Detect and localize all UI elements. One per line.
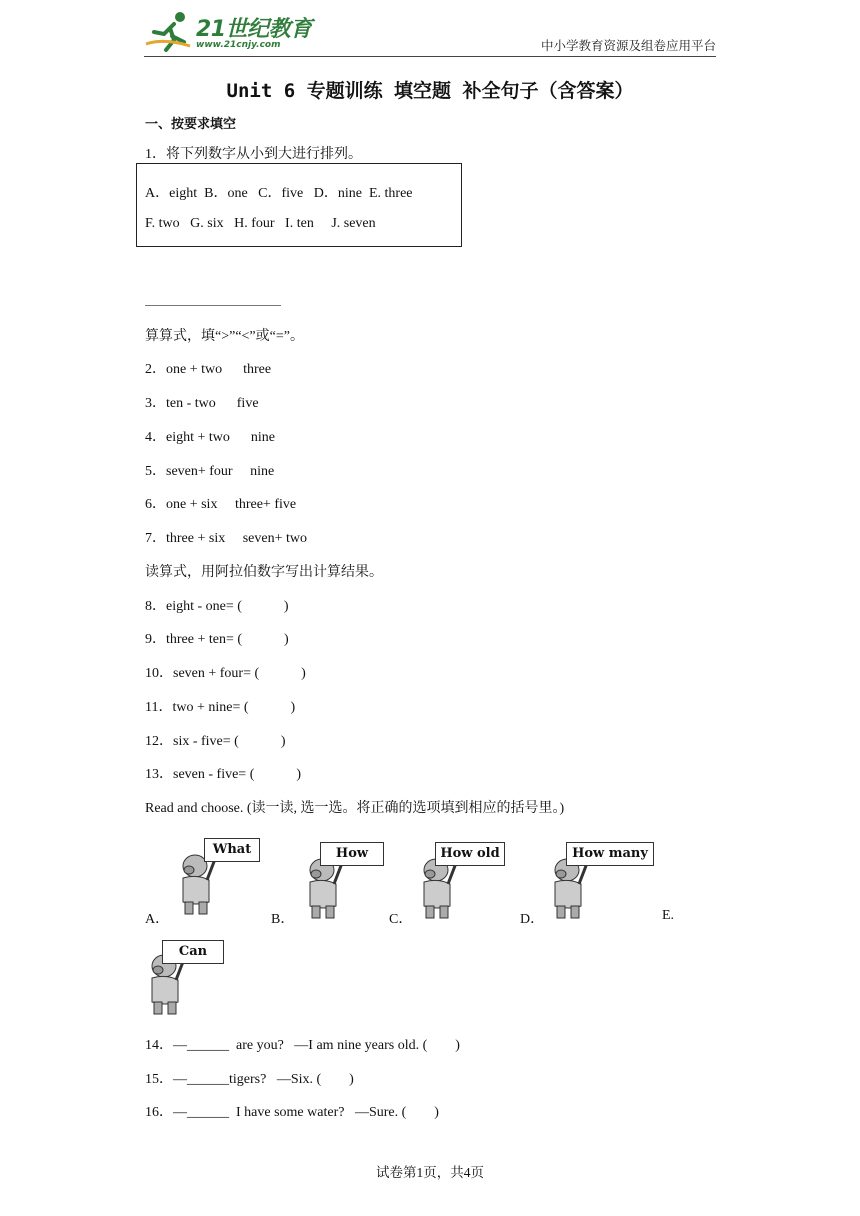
question-10: 10．seven + four= ( ) [145, 666, 306, 681]
question-1: 1．将下列数字从小到大进行排列。 [145, 147, 362, 162]
question-5: 5．seven+ four nine [145, 464, 275, 479]
sign-how: How [320, 842, 384, 866]
page-footer: 试卷第1页，共4页 [376, 1165, 484, 1180]
question-15: 15．—______tigers? —Six. ( ) [145, 1072, 354, 1087]
options-row-1: A．eight B．one C．five D．nine E. three [145, 186, 413, 201]
sign-how-many: How many [566, 842, 654, 866]
answer-blank[interactable] [145, 305, 281, 306]
logo-text: 21世纪教育 [196, 17, 312, 42]
logo-url: www.21cnjy.com [196, 40, 281, 50]
question-12: 12．six - five= ( ) [145, 734, 286, 749]
section-heading: 一、按要求填空 [145, 117, 237, 132]
compare-instructions: 算算式，填“>”“<”或“=”。 [145, 329, 304, 344]
platform-name: 中小学教育资源及组卷应用平台 [540, 39, 716, 53]
sign-what: What [204, 838, 260, 862]
read-choose-instructions: Read and choose. (读一读, 选一选。将正确的选项填到相应的括号里。) [145, 801, 565, 816]
calc-instructions: 读算式，用阿拉伯数字写出计算结果。 [145, 565, 383, 580]
question-2: 2．one + two three [145, 362, 272, 377]
runner-logo-icon [144, 10, 194, 54]
sign-can: Can [162, 940, 224, 964]
question-11: 11．two + nine= ( ) [145, 700, 296, 715]
question-14: 14．—______ are you? —I am nine years old. ( ) [145, 1038, 460, 1053]
sign-how-old: How old [435, 842, 505, 866]
option-d-label: D． [520, 912, 545, 927]
number-options-box [136, 163, 462, 247]
page-header [144, 8, 716, 57]
question-3: 3．ten - two five [145, 396, 259, 411]
page-title: Unit 6 专题训练 填空题 补全句子（含答案） [226, 80, 634, 102]
question-4: 4．eight + two nine [145, 430, 275, 445]
question-16: 16．—______ I have some water? —Sure. ( ) [145, 1105, 439, 1120]
option-a-label: A． [145, 912, 170, 927]
options-row-2: F. two G. six H. four I. ten J. seven [145, 216, 376, 231]
question-9: 9．three + ten= ( ) [145, 632, 289, 647]
logo [144, 10, 314, 54]
question-6: 6．one + six three+ five [145, 497, 297, 512]
question-8: 8．eight - one= ( ) [145, 599, 289, 614]
question-7: 7．three + six seven+ two [145, 531, 307, 546]
option-c-label: C． [389, 912, 413, 927]
option-e-label: E. [662, 908, 675, 923]
question-13: 13．seven - five= ( ) [145, 767, 302, 782]
option-b-label: B． [271, 912, 295, 927]
